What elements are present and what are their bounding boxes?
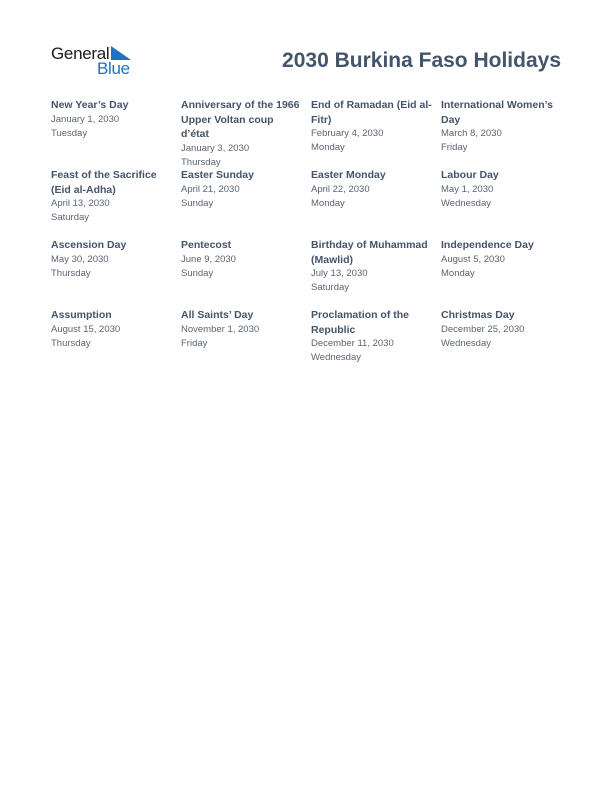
- holiday-name: Easter Sunday: [181, 169, 254, 181]
- holiday-weekday: Thursday: [51, 337, 91, 349]
- generalblue-logo: [51, 44, 141, 78]
- holiday-date: December 11, 2030: [311, 338, 394, 349]
- holiday-item: [311, 238, 441, 308]
- holiday-weekday: Sunday: [181, 197, 214, 209]
- holiday-weekday: Sunday: [181, 267, 214, 279]
- holiday-weekday: Wednesday: [441, 197, 491, 209]
- holiday-date: August 15, 2030: [51, 323, 121, 335]
- holiday-item: [51, 308, 181, 378]
- holiday-name: Christmas Day: [441, 309, 515, 321]
- holiday-item: [51, 238, 181, 308]
- holiday-weekday: Thursday: [51, 267, 91, 279]
- logo-blue-text: Blue: [97, 59, 130, 78]
- holiday-date: April 21, 2030: [181, 183, 240, 195]
- holiday-item: [441, 168, 571, 238]
- holiday-name: Assumption: [51, 309, 112, 321]
- holiday-item: [311, 168, 441, 238]
- holiday-item: [311, 308, 441, 378]
- holiday-item: [441, 308, 571, 378]
- holiday-weekday: Monday: [441, 267, 475, 279]
- holiday-name: Anniversary of the 1966 Upper Voltan coup d’état: [181, 99, 300, 140]
- holiday-item: [51, 168, 181, 238]
- holiday-weekday: Wednesday: [311, 352, 361, 363]
- holiday-item: [441, 98, 571, 168]
- holiday-name: Labour Day: [441, 169, 499, 181]
- holiday-name: Easter Monday: [311, 169, 386, 181]
- holiday-date: May 30, 2030: [51, 253, 109, 265]
- holiday-weekday: Friday: [441, 142, 468, 153]
- logo-general-text: General: [51, 44, 110, 63]
- holiday-name: New Year’s Day: [51, 99, 129, 111]
- holiday-item: [311, 98, 441, 168]
- holiday-item: [441, 238, 571, 308]
- holiday-date: February 4, 2030: [311, 128, 384, 139]
- holiday-weekday: Monday: [311, 142, 345, 153]
- holiday-date: April 22, 2030: [311, 183, 370, 195]
- holiday-weekday: Saturday: [51, 212, 90, 223]
- page-title: 2030 Burkina Faso Holidays: [282, 49, 561, 72]
- holiday-item: [181, 98, 311, 168]
- holiday-date: April 13, 2030: [51, 198, 110, 209]
- holiday-date: August 5, 2030: [441, 253, 505, 265]
- holiday-date: June 9, 2030: [181, 253, 236, 265]
- holiday-grid: [51, 98, 571, 378]
- holiday-name: End of Ramadan (Eid al-Fitr): [311, 99, 432, 126]
- holiday-weekday: Friday: [181, 337, 208, 349]
- holiday-name: All Saints’ Day: [181, 309, 254, 321]
- holiday-item: [181, 238, 311, 308]
- holiday-date: March 8, 2030: [441, 128, 502, 139]
- holiday-weekday: Wednesday: [441, 337, 491, 349]
- holiday-date: July 13, 2030: [311, 268, 368, 279]
- holiday-weekday: Saturday: [311, 282, 350, 293]
- holiday-date: January 1, 2030: [51, 113, 120, 125]
- holiday-date: January 3, 2030: [181, 142, 250, 154]
- holiday-name: Feast of the Sacrifice (Eid al-Adha): [51, 169, 157, 196]
- holiday-name: Proclamation of the Republic: [311, 309, 410, 336]
- holiday-weekday: Thursday: [181, 156, 221, 168]
- holiday-name: Birthday of Muhammad (Mawlid): [311, 239, 428, 266]
- holiday-date: December 25, 2030: [441, 323, 525, 335]
- holiday-weekday: Monday: [311, 197, 345, 209]
- holiday-item: [181, 168, 311, 238]
- holiday-item: [51, 98, 181, 168]
- holiday-name: Ascension Day: [51, 239, 127, 251]
- holiday-name: International Women’s Day: [441, 99, 554, 126]
- holiday-date: May 1, 2030: [441, 183, 494, 195]
- holiday-item: [181, 308, 311, 378]
- logo-flag-icon: [111, 46, 131, 60]
- holiday-weekday: Tuesday: [51, 127, 88, 139]
- holiday-date: November 1, 2030: [181, 323, 260, 335]
- holiday-name: Pentecost: [181, 239, 232, 251]
- holiday-name: Independence Day: [441, 239, 534, 251]
